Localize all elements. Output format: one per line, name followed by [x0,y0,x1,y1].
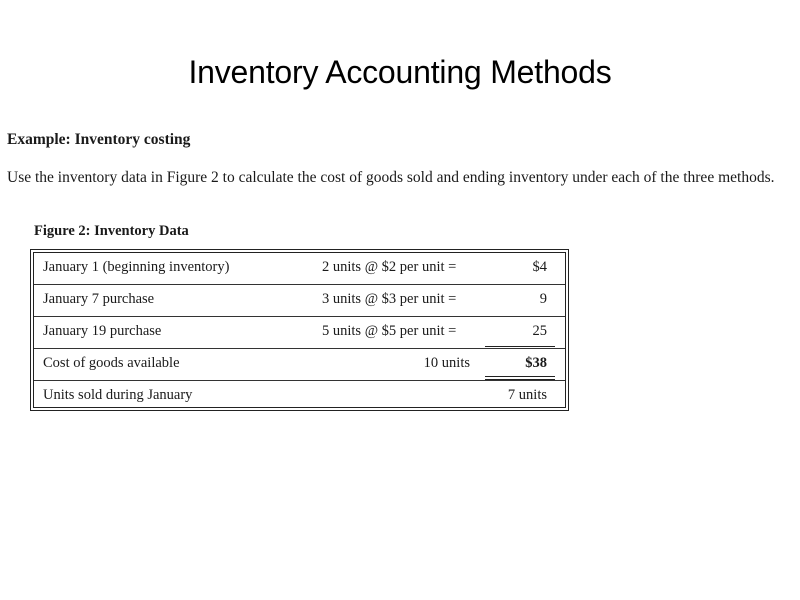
row-amount: 25 [532,323,547,339]
row-calculation: 2 units @ $2 per unit = [322,259,457,275]
row-description: Cost of goods available [43,355,180,371]
table-row [34,381,565,412]
row-description: January 1 (beginning inventory) [43,259,230,275]
row-description: January 7 purchase [43,291,155,307]
inventory-data-table [30,249,569,411]
row-description: January 19 purchase [43,323,162,339]
table-row [34,285,565,316]
row-amount: 9 [539,291,547,307]
row-units: 10 units [423,355,470,371]
intro-paragraph: Use the inventory data in Figure 2 to calculate the cost of goods sold and ending inventory under each of the three methods. [7,169,775,186]
slide-title: Inventory Accounting Methods [188,54,612,90]
figure-caption: Figure 2: Inventory Data [34,223,189,239]
row-calculation: 3 units @ $3 per unit = [322,291,457,307]
subtotal-rule [485,346,555,347]
row-calculation: 5 units @ $5 per unit = [322,323,457,339]
row-amount: $4 [532,259,547,275]
row-description: Units sold during January [43,387,193,403]
row-amount: $38 [525,355,547,371]
table-row [34,317,565,348]
row-amount: 7 units [507,387,547,403]
table-row [34,253,565,284]
example-heading: Example: Inventory costing [7,131,191,148]
